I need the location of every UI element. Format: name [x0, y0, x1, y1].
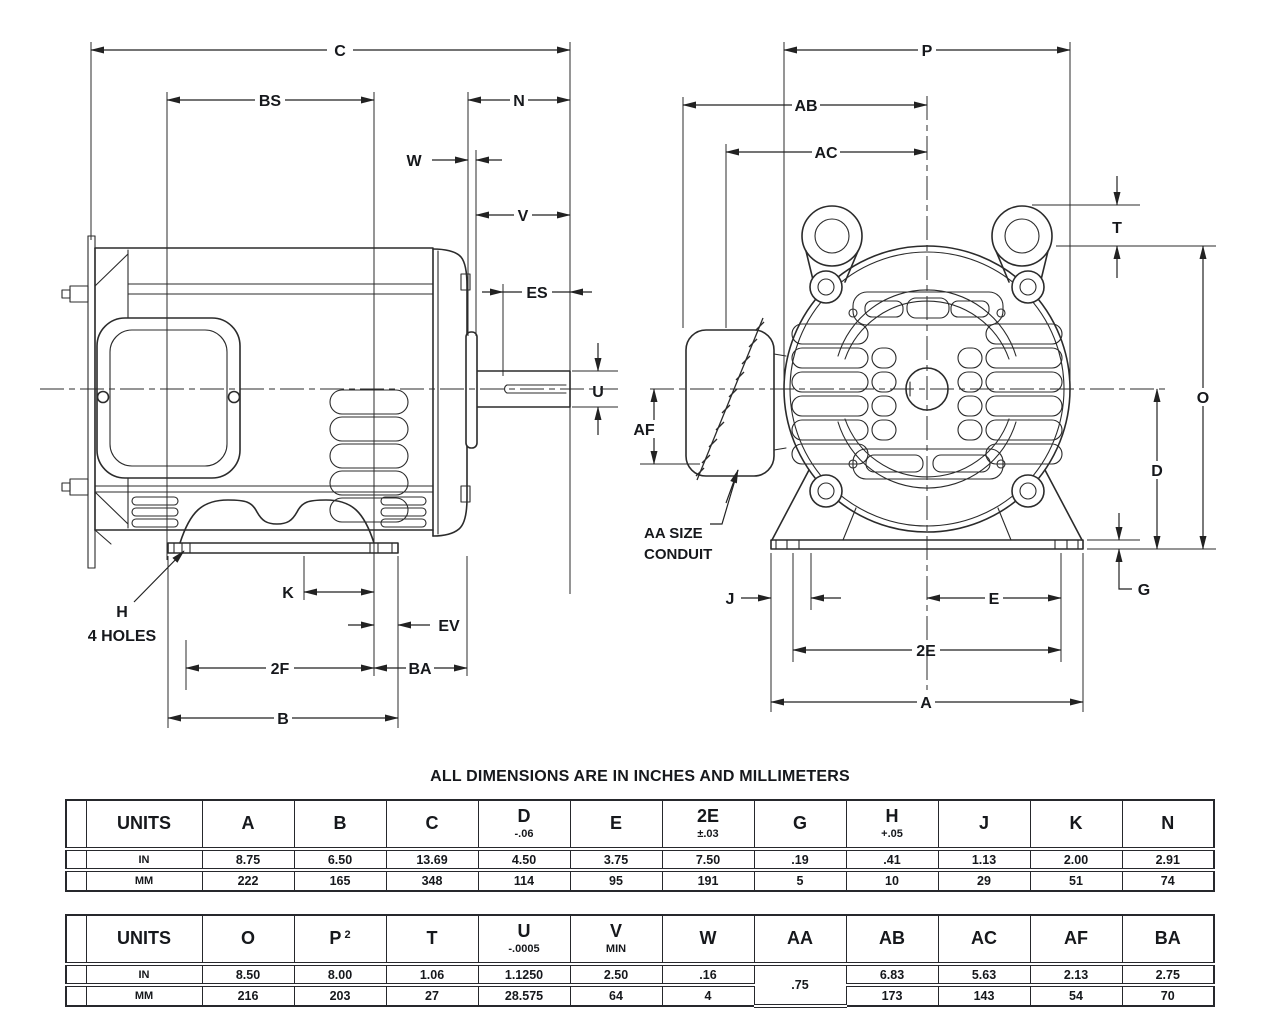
slinger	[466, 332, 477, 448]
dimension-value: 8.50	[202, 964, 294, 985]
dimension-value: 165	[294, 870, 386, 891]
dimension-value: 2.00	[1030, 849, 1122, 870]
svg-text:2F: 2F	[270, 661, 290, 678]
dimension-value: 64	[570, 985, 662, 1006]
dimension-table-2	[65, 914, 1215, 1008]
dimension-value: 54	[1030, 985, 1122, 1006]
dimension-value: 114	[478, 870, 570, 891]
column-header-w: W	[662, 915, 754, 964]
svg-text:G: G	[1137, 582, 1151, 599]
dim-label-j	[726, 591, 735, 608]
dim-label-e	[985, 589, 1003, 608]
column-header-t: T	[386, 915, 478, 964]
unit-label: MM	[86, 870, 202, 891]
dimension-value: 28.575	[478, 985, 570, 1006]
dimension-value: 2.13	[1030, 964, 1122, 985]
dim-label-c	[327, 41, 353, 60]
dimension-value: 2.75	[1122, 964, 1214, 985]
dimension-tables	[65, 799, 1215, 1008]
column-header-units: UNITS	[86, 800, 202, 849]
dimension-value: 51	[1030, 870, 1122, 891]
dimension-value: 222	[202, 870, 294, 891]
svg-text:EV: EV	[438, 618, 460, 635]
svg-text:T: T	[1112, 220, 1122, 237]
dimension-value: .16	[662, 964, 754, 985]
unit-label: MM	[86, 985, 202, 1006]
end-bracket	[433, 249, 470, 536]
column-header-h: H +.05	[846, 800, 938, 849]
dimension-value: 4.50	[478, 849, 570, 870]
dimension-value: .19	[754, 849, 846, 870]
column-header-o: O	[202, 915, 294, 964]
dim-label-h	[116, 604, 128, 621]
svg-text:2E: 2E	[916, 643, 936, 660]
spacer-cell	[66, 964, 86, 985]
dimension-value: .75	[754, 964, 846, 1006]
unit-label: IN	[86, 964, 202, 985]
spacer-cell	[66, 985, 86, 1006]
column-header-ab: AB	[846, 915, 938, 964]
dim-label-t	[1108, 218, 1126, 237]
dimension-value: 173	[846, 985, 938, 1006]
dimension-value: 143	[938, 985, 1030, 1006]
dimension-value: 2.91	[1122, 849, 1214, 870]
svg-text:AC: AC	[814, 145, 838, 162]
svg-text:J: J	[725, 591, 735, 608]
dim-label-b	[274, 709, 292, 728]
dim-label-ev	[438, 618, 460, 635]
dimension-value: 13.69	[386, 849, 478, 870]
column-header-a: A	[202, 800, 294, 849]
label-aa-size-conduit	[644, 525, 712, 563]
dim-label-v	[514, 206, 532, 225]
dim-label-g	[1138, 582, 1150, 599]
mounting-foot-side	[168, 500, 398, 553]
dimension-value: 4	[662, 985, 754, 1006]
dim-label-ab	[792, 96, 820, 115]
dim-label-ba	[406, 659, 434, 678]
column-header-c: C	[386, 800, 478, 849]
dim-label-af	[630, 420, 658, 439]
svg-text:A: A	[920, 695, 932, 712]
dimension-value: 95	[570, 870, 662, 891]
dim-label-n	[510, 91, 528, 110]
dimension-value: 6.83	[846, 964, 938, 985]
dim-label-p	[918, 41, 936, 60]
dimension-table-1	[65, 799, 1215, 892]
svg-text:W: W	[406, 153, 422, 170]
dim-label-4holes	[88, 628, 157, 645]
column-header-p: P $^2$	[294, 915, 386, 964]
dimension-value: 1.06	[386, 964, 478, 985]
dimension-value: 7.50	[662, 849, 754, 870]
svg-text:V: V	[517, 208, 529, 225]
end-guard	[62, 236, 95, 568]
front-view	[630, 41, 1216, 712]
dim-label-es	[522, 283, 552, 302]
column-header-ac: AC	[938, 915, 1030, 964]
dimension-value: 3.75	[570, 849, 662, 870]
column-header-ba: BA	[1122, 915, 1214, 964]
column-header-b: B	[294, 800, 386, 849]
dimension-value: 74	[1122, 870, 1214, 891]
svg-text:BS: BS	[258, 93, 282, 110]
conduit-box	[686, 318, 786, 480]
svg-text:U: U	[592, 384, 604, 401]
column-header-u: U -.0005	[478, 915, 570, 964]
spacer-cell	[66, 915, 86, 964]
column-header-d: D -.06	[478, 800, 570, 849]
dim-label-2f	[266, 659, 294, 678]
column-header-v: V MIN	[570, 915, 662, 964]
dim-label-2e	[912, 641, 940, 660]
dimension-value: 8.75	[202, 849, 294, 870]
column-header-n: N	[1122, 800, 1214, 849]
column-header-af: AF	[1030, 915, 1122, 964]
dim-label-o	[1194, 388, 1212, 407]
svg-text:H: H	[116, 604, 128, 621]
spacer-cell	[66, 849, 86, 870]
dimension-value: 8.00	[294, 964, 386, 985]
svg-text:CONDUIT: CONDUIT	[644, 546, 713, 563]
column-header-aa: AA	[754, 915, 846, 964]
svg-text:E: E	[988, 591, 1000, 608]
dimension-value: 27	[386, 985, 478, 1006]
svg-text:BA: BA	[408, 661, 432, 678]
dimension-value: 29	[938, 870, 1030, 891]
dim-label-k	[282, 585, 294, 602]
terminal-box	[97, 318, 240, 478]
svg-text:N: N	[513, 93, 525, 110]
svg-text:K: K	[282, 585, 294, 602]
dim-label-ac	[812, 143, 840, 162]
dimension-value: 5.63	[938, 964, 1030, 985]
svg-text:C: C	[334, 43, 346, 60]
dimension-value: 1.1250	[478, 964, 570, 985]
svg-text:O: O	[1196, 390, 1210, 407]
svg-text:AF: AF	[633, 422, 655, 439]
dim-label-d	[1148, 461, 1166, 480]
dimension-value: 70	[1122, 985, 1214, 1006]
spacer-cell	[66, 800, 86, 849]
column-header-e: E	[570, 800, 662, 849]
column-header-g: G	[754, 800, 846, 849]
dimension-value: 216	[202, 985, 294, 1006]
column-header-k: K	[1030, 800, 1122, 849]
svg-text:B: B	[277, 711, 289, 728]
dimension-value: 203	[294, 985, 386, 1006]
svg-text:AB: AB	[794, 98, 818, 115]
spacer-cell	[66, 870, 86, 891]
unit-label: IN	[86, 849, 202, 870]
dimension-value: 6.50	[294, 849, 386, 870]
dim-label-bs	[255, 91, 285, 110]
side-view	[62, 41, 618, 728]
svg-text:D: D	[1151, 463, 1163, 480]
dimension-value: .41	[846, 849, 938, 870]
dim-label-a	[917, 693, 935, 712]
dimension-value: 5	[754, 870, 846, 891]
column-header-2e: 2E ±.03	[662, 800, 754, 849]
dimension-value: 191	[662, 870, 754, 891]
dimension-value: 2.50	[570, 964, 662, 985]
dimensions-note: ALL DIMENSIONS ARE IN INCHES AND MILLIMETERS	[430, 768, 850, 785]
svg-text:AA SIZE: AA SIZE	[644, 525, 703, 542]
dimension-value: 348	[386, 870, 478, 891]
dim-label-u	[589, 382, 607, 401]
dim-label-w	[406, 153, 422, 170]
column-header-j: J	[938, 800, 1030, 849]
dimension-value: 1.13	[938, 849, 1030, 870]
svg-text:4 HOLES: 4 HOLES	[87, 628, 157, 645]
svg-text:ES: ES	[526, 285, 548, 302]
column-header-units: UNITS	[86, 915, 202, 964]
svg-text:P: P	[921, 43, 933, 60]
dimension-value: 10	[846, 870, 938, 891]
